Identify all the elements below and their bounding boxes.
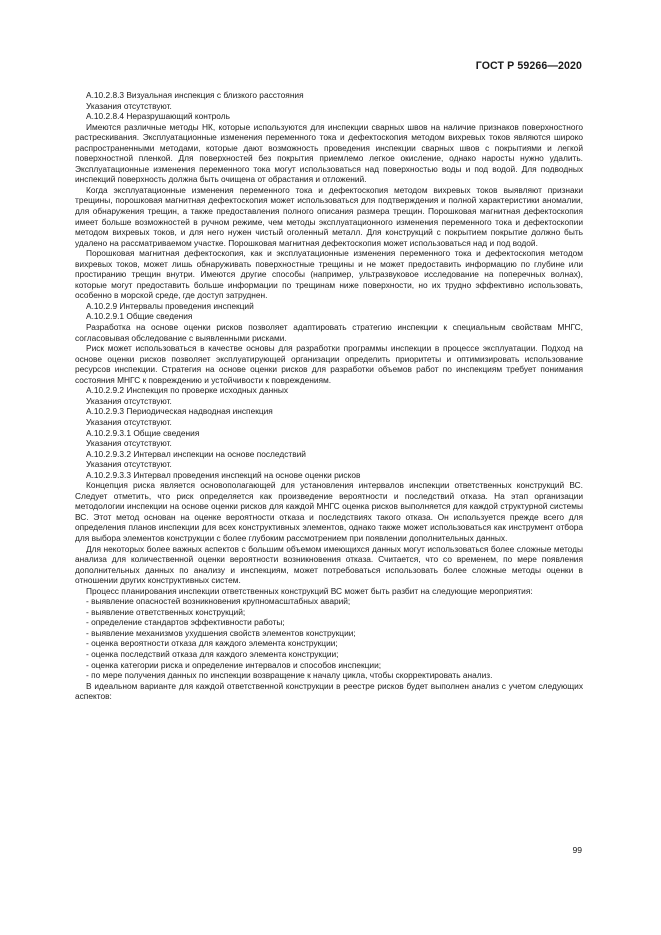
section-heading-a102932: А.10.2.9.3.2 Интервал инспекции на основе последствий bbox=[86, 448, 306, 459]
page-number: 99 bbox=[572, 845, 582, 855]
paragraph-risk-program: Риск может использоваться в качестве основы для разработки программы инспекции в процессе эксплуатации. Подход на основе оценки рисков позволяет эксплуатирующей организации определить приоритеты и оптимизировать использование ресурсов инспекции. Стратегия на основе оценки рисков для разработки объемов работ по инспекциям требует понимания состояния МНГС к повреждению и устойчивости к повреждениям. bbox=[75, 343, 583, 385]
section-heading-a102933: А.10.2.9.3.3 Интервал проведения инспекций на основе оценки рисков bbox=[86, 469, 361, 480]
section-heading-a10293: А.10.2.9.3 Периодическая надводная инспекция bbox=[86, 406, 273, 417]
paragraph-planning-process: Процесс планирования инспекции ответственных конструкций ВС может быть разбит на следующие мероприятия: bbox=[86, 585, 533, 596]
section-heading-a10292: А.10.2.9.2 Инспекция по проверке исходных данных bbox=[86, 385, 289, 396]
list-item: - выявление ответственных конструкций; bbox=[75, 607, 583, 618]
no-guidance-note: Указания отсутствуют. bbox=[86, 438, 172, 449]
section-heading-a102931: А.10.2.9.3.1 Общие сведения bbox=[86, 427, 200, 438]
list-item: - выявление механизмов ухудшения свойств элементов конструкции; bbox=[75, 628, 583, 639]
document-code-header: ГОСТ Р 59266—2020 bbox=[475, 60, 582, 72]
list-item: - выявление опасностей возникновения крупномасштабных аварий; bbox=[75, 596, 583, 607]
paragraph-closing: В идеальном варианте для каждой ответственной конструкции в реестре рисков будет выполнен анализ с учетом следующих аспектов: bbox=[75, 680, 583, 702]
list-item: - оценка вероятности отказа для каждого элемента конструкции; bbox=[75, 638, 583, 649]
no-guidance-note: Указания отсутствуют. bbox=[86, 395, 172, 406]
section-heading-a10284: А.10.2.8.4 Неразрушающий контроль bbox=[86, 111, 230, 122]
planning-activities-list bbox=[75, 596, 583, 680]
list-item: - определение стандартов эффективности работы; bbox=[75, 617, 583, 628]
paragraph-complex-methods: Для некоторых более важных аспектов с большим объемом имеющихся данных могут использоваться более сложные методы анализа для количественной оценки вероятности возникновения отказа. Считается, что со временем, по мере появления дополнительных данных по анализу и инспекциям, может потребоваться использовать более сложные методы оценки в отношении других конструктивных систем. bbox=[75, 543, 583, 586]
section-heading-a10283: А.10.2.8.3 Визуальная инспекция с близкого расстояния bbox=[86, 90, 304, 100]
paragraph-surface-cracks: Порошковая магнитная дефектоскопия, как и эксплуатационные изменения переменного тока и дефектоскопия методом вихревых токов, может лишь обнаруживать поверхностные трещины и не может предоставить информацию по глубине или простиранию трещин внутри. Имеются другие способы (например, ультразвуковое исследование на поперечных волнах), которые могут предоставить больше информации по трещинам ниже поверхности, но их трудно эффективно использовать, особенно в морской среде, где доступ затруднен. bbox=[75, 248, 583, 301]
section-heading-a10291: А.10.2.9.1 Общие сведения bbox=[86, 311, 193, 322]
no-guidance-note: Указания отсутствуют. bbox=[86, 416, 172, 427]
paragraph-risk-based-strategy: Разработка на основе оценки рисков позволяет адаптировать стратегию инспекции к специальным свойствам МНГС, согласовывая обследование с выявленными рисками. bbox=[75, 322, 583, 343]
list-item: - оценка последствий отказа для каждого элемента конструкции; bbox=[75, 649, 583, 660]
paragraph-magnetic-particle: Когда эксплуатационные изменения переменного тока и дефектоскопия методом вихревых токов выявляют признаки трещины, порошковая магнитная дефектоскопия может использоваться для подтверждения и полной характеристики аномалии, для обнаружения трещин, а также предоставления полного описания размера трещин. Порошковая магнитная дефектоскопия имеет больше возможностей в ручном режиме, чем методы эксплуатационного изменения переменного тока и дефектоскопии методом вихревых токов, и для него нужен чистый оголенный металл. Для конструкций с покрытием покрытие должно быть удалено на рассматриваемом участке. Порошковая магнитная дефектоскопия может использоваться над и под водой. bbox=[75, 184, 583, 248]
paragraph-ndt-methods: Имеются различные методы НК, которые используются для инспекции сварных швов на наличие признаков поверхностного растрескивания. Эксплуатационные изменения переменного тока и дефектоскопия методом вихревых токов являются широко распространенными методами, которые дают возможность проведения инспекции сварных швов с покрытиями и легкой поверхностной пленкой. Для поверхностей без покрытия приемлемо легкое окисление, однако наросты нужно удалить. Эксплуатационные изменения переменного тока могут использоваться над поверхностью воды и под водой. Для подводных инспекций поверхность должна быть очищена от обрастания и отложений. bbox=[75, 121, 583, 185]
no-guidance-note: Указания отсутствуют. bbox=[86, 100, 172, 111]
paragraph-risk-concept: Концепция риска является основополагающей для установления интервалов инспекции ответственных конструкций ВС. Следует отметить, что риск определяется как произведение вероятности и последствий отказа. На этап организации методологии инспекции на основе оценки рисков для каждой МНГС оценка рисков выполняется для каждой структурной системы ВС. Этот метод основан на оценке вероятности отказа и последствиях такого отказа. Он используется прежде всего для определения планов инспекции для всех конструктивных элементов, однако также может использоваться как инструмент отбора для выбора элементов конструкции с более глубоким рассмотрением при появлении дополнительных данных. bbox=[75, 480, 583, 543]
document-body bbox=[75, 90, 583, 702]
list-item: - оценка категории риска и определение интервалов и способов инспекции; bbox=[75, 660, 583, 671]
list-item: - по мере получения данных по инспекции возвращение к началу цикла, чтобы скорректировать анализ. bbox=[75, 670, 583, 681]
section-heading-a1029: А.10.2.9 Интервалы проведения инспекций bbox=[86, 300, 254, 311]
no-guidance-note: Указания отсутствуют. bbox=[86, 459, 172, 470]
